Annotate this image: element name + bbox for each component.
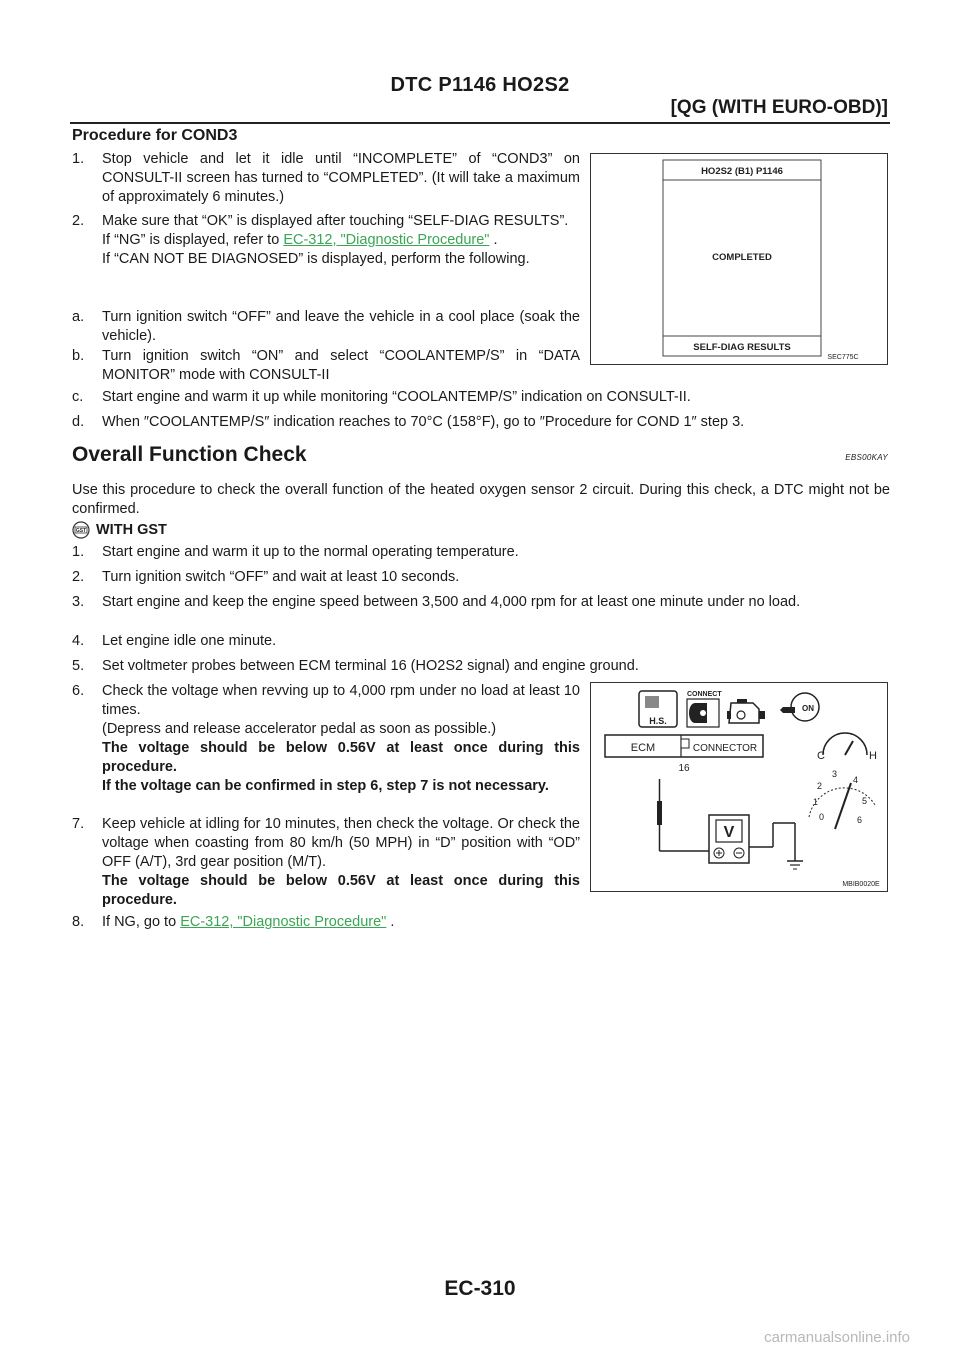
step-number: 7. [72, 816, 85, 832]
tachometer-icon [809, 769, 875, 829]
overall-step-6 [72, 682, 580, 796]
overall-step-4 [72, 632, 890, 651]
cond3-step-1 [72, 150, 580, 207]
connect-icon [687, 691, 722, 727]
overall-step-7 [72, 815, 580, 910]
ref-prefix: If NG, go to [102, 914, 177, 930]
step-text: Start engine and keep the engine speed between 3,500 and 4,000 rpm for at least one minute under no load. [102, 594, 801, 610]
diagnostic-procedure-link[interactable]: EC-312, "Diagnostic Procedure" [283, 232, 490, 248]
voltmeter-figure [590, 682, 888, 892]
step-text: Make sure that “OK” is displayed after touching “SELF-DIAG RESULTS”. [102, 213, 569, 229]
step-text: (Depress and release accelerator pedal as soon as possible.) [102, 721, 497, 737]
consult-device-icon [639, 691, 677, 727]
figure-code: MBIB0020E [842, 881, 880, 888]
step-text: Turn ignition switch “ON” and select “COOLANTEMP/S” in “DATA MONITOR” mode with CONSULT-II [102, 348, 580, 383]
step-number: 1. [72, 151, 85, 167]
step-number: c. [72, 389, 84, 405]
step-number: 1. [72, 544, 85, 560]
step-number: d. [72, 414, 85, 430]
svg-text:H.S.: H.S. [649, 716, 667, 726]
svg-text:GST: GST [75, 528, 87, 534]
overall-intro: Use this procedure to check the overall function of the heated oxygen sensor 2 circuit. During this check, a DTC might not be confirmed. [72, 482, 890, 517]
terminal-label: 16 [678, 763, 690, 774]
svg-text:5: 5 [862, 796, 868, 806]
svg-text:6: 6 [857, 815, 863, 825]
ignition-key-icon [780, 693, 819, 721]
page-title: DTC P1146 HO2S2 [390, 74, 570, 96]
screen-title: HO2S2 (B1) P1146 [701, 166, 783, 177]
step-requirement: The voltage should be below 0.56V at least once during this procedure. [102, 740, 580, 775]
svg-text:C: C [817, 750, 825, 762]
connector-label: CONNECTOR [692, 743, 758, 754]
step-number: 8. [72, 914, 85, 930]
with-gst-text: WITH GST [96, 522, 167, 538]
step-text: Keep vehicle at idling for 10 minutes, then check the voltage. Or check the voltage when coasting from 80 km/h (50 MPH) in “D” position with “OD” OFF (A/T), 3rd gear position (M/T). [102, 816, 580, 870]
section-code: EBS00KAY [845, 453, 888, 462]
step-text [102, 913, 580, 932]
step-requirement: If the voltage can be confirmed in step 6, step 7 is not necessary. [102, 778, 549, 794]
overall-step-5 [72, 657, 890, 676]
svg-text:CONNECT: CONNECT [687, 691, 722, 698]
overall-step-8 [72, 913, 580, 932]
step-text-ref: If “NG” is displayed, refer to EC-312, "Diagnostic Procedure" . [102, 232, 498, 248]
step-requirement: The voltage should be below 0.56V at least once during this procedure. [102, 873, 580, 908]
page-number: EC-310 [444, 1277, 516, 1300]
step-number: 4. [72, 633, 85, 649]
step-text: Turn ignition switch “OFF” and leave the vehicle in a cool place (soak the vehicle). [102, 309, 580, 344]
step-text: When ″COOLANTEMP/S″ indication reaches to 70°C (158°F), go to ″Procedure for COND 1″ step 3. [102, 414, 745, 430]
temperature-gauge-icon [817, 733, 877, 762]
overall-heading: Overall Function Check [72, 443, 307, 466]
step-text: Turn ignition switch “OFF” and wait at least 10 seconds. [102, 569, 460, 585]
voltmeter [709, 815, 749, 863]
step-text: Stop vehicle and let it idle until “INCOMPLETE” of “COND3” on CONSULT-II screen has turned to “COMPLETED”. (It will take a maximum of approximately 6 minutes.) [102, 151, 580, 205]
consult-screen-figure [590, 153, 888, 365]
svg-text:0: 0 [819, 812, 825, 822]
with-gst-label [72, 521, 167, 539]
cond3-step-c [72, 388, 890, 407]
svg-text:ON: ON [802, 704, 814, 713]
cond3-heading: Procedure for COND3 [72, 127, 238, 144]
screen-status: COMPLETED [712, 252, 772, 263]
step-number: a. [72, 309, 85, 325]
cond3-step-d [72, 413, 890, 432]
svg-text:2: 2 [817, 781, 823, 791]
svg-text:H: H [869, 750, 877, 762]
figure-code: SEC775C [827, 354, 859, 361]
step-number: 5. [72, 658, 85, 674]
voltmeter-drawing [591, 683, 887, 891]
ref-prefix: If “NG” is displayed, refer to [102, 232, 280, 248]
watermark: carmanualsonline.info [764, 1329, 910, 1346]
self-diag-results-button[interactable]: SELF-DIAG RESULTS [693, 342, 791, 353]
engine-icon [727, 699, 765, 723]
step-number: 2. [72, 569, 85, 585]
svg-text:4: 4 [853, 775, 859, 785]
ecm-label: ECM [630, 742, 656, 754]
consult-screen-drawing [591, 154, 887, 364]
svg-text:3: 3 [832, 769, 838, 779]
step-text: Start engine and warm it up to the normal operating temperature. [102, 544, 519, 560]
step-number: 2. [72, 213, 85, 229]
overall-step-2 [72, 568, 890, 587]
step-text: If “CAN NOT BE DIAGNOSED” is displayed, perform the following. [102, 251, 530, 267]
diagnostic-procedure-link[interactable]: EC-312, "Diagnostic Procedure" [180, 914, 387, 930]
ecm-connector [605, 735, 763, 774]
step-text: Let engine idle one minute. [102, 633, 277, 649]
step-text: Check the voltage when revving up to 4,000 rpm under no load at least 10 times. [102, 683, 580, 718]
cond3-step-2 [72, 212, 580, 269]
step-text: Start engine and warm it up while monitoring “COOLANTEMP/S” indication on CONSULT-II. [102, 389, 691, 405]
header-rule [70, 122, 890, 124]
ref-suffix: . [390, 914, 395, 930]
step-number: 6. [72, 683, 85, 699]
step-number: b. [72, 348, 85, 364]
step-number: 3. [72, 594, 85, 610]
gst-icon [72, 521, 90, 539]
cond3-step-a [72, 308, 580, 346]
overall-step-1 [72, 543, 890, 562]
cond3-step-b [72, 347, 580, 385]
voltmeter-label: V [723, 824, 735, 841]
svg-text:1: 1 [813, 797, 819, 807]
overall-step-3 [72, 593, 890, 612]
step-text: Set voltmeter probes between ECM terminal 16 (HO2S2 signal) and engine ground. [102, 658, 639, 674]
page-subtitle: [QG (WITH EURO-OBD)] [670, 97, 888, 118]
